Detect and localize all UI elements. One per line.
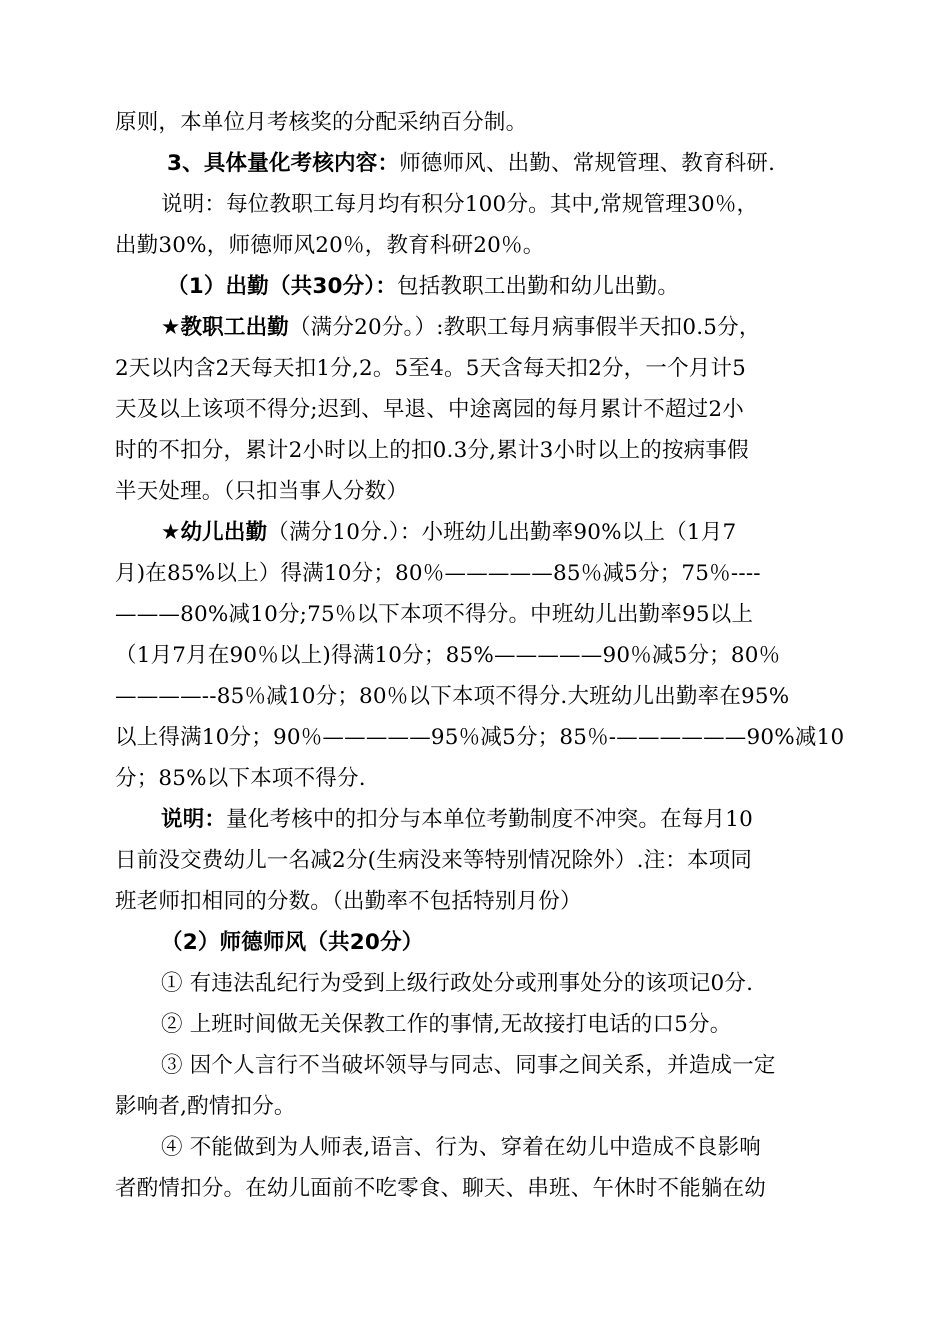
line-text: 班老师扣相同的分数。（出勤率不包括特别月份） — [115, 889, 582, 914]
line-text: 日前没交费幼儿一名减2分(生病没来等特别情况除外）.注：本项同 — [115, 848, 753, 873]
list-item — [115, 1004, 843, 1045]
text-line — [115, 1086, 843, 1127]
text-line — [115, 389, 843, 430]
item-heading: ★幼儿出勤 — [161, 520, 268, 545]
line-text: ————--85％减10分；80％以下本项不得分.大班幼儿出勤率在95% — [115, 684, 790, 709]
line-text: 天及以上该项不得分;迟到、早退、中途离园的每月累计不超过2小 — [115, 397, 744, 422]
document-page — [115, 102, 843, 1209]
heading-bold: （2）师德师风（共20分） — [161, 930, 424, 955]
text-line — [115, 840, 843, 881]
text-line — [115, 307, 843, 348]
line-text: 出勤30%，师德师风20％，教育科研20％。 — [115, 233, 545, 258]
text-line — [115, 348, 843, 389]
section-heading — [115, 143, 843, 184]
list-item — [115, 963, 843, 1004]
heading-bold: （1）出勤（共30分）： — [167, 274, 398, 299]
line-text: 时的不扣分，累计2小时以上的扣0.3分,累计3小时以上的按病事假 — [115, 438, 749, 463]
line-text: 量化考核中的扣分与本单位考勤制度不冲突。在每月10 — [226, 807, 753, 832]
line-text: 师德师风、出勤、常规管理、教育科研. — [399, 151, 776, 176]
line-text: ② 上班时间做无关保教工作的事情,无故接打电话的口5分。 — [161, 1012, 732, 1037]
line-text: 者酌情扣分。在幼儿面前不吃零食、聊天、串班、午休时不能躺在幼 — [115, 1176, 767, 1201]
line-text: （满分20分。）:教职工每月病事假半天扣0.5分， — [288, 315, 761, 340]
line-text: 原则，本单位月考核奖的分配采纳百分制。 — [115, 110, 528, 135]
heading-bold: 3、具体量化考核内容： — [167, 151, 400, 176]
text-line — [115, 635, 843, 676]
text-line — [115, 102, 843, 143]
item-heading: ★教职工出勤 — [161, 315, 289, 340]
text-line — [115, 758, 843, 799]
subsection-heading — [115, 922, 843, 963]
text-line — [115, 881, 843, 922]
line-text: 半天处理。（只扣当事人分数） — [115, 479, 409, 504]
line-text: ④ 不能做到为人师表,语言、行为、穿着在幼儿中造成不良影响 — [161, 1135, 761, 1160]
line-text: 说明：每位教职工每月均有积分100分。其中,常规管理30％， — [161, 192, 759, 217]
text-line — [115, 594, 843, 635]
line-text: ———80%减10分;75％以下本项不得分。中班幼儿出勤率95以上 — [115, 602, 754, 627]
line-text: （1月7月在90％以上)得满10分；85%—————90％减5分；80％ — [115, 643, 781, 668]
text-line — [115, 553, 843, 594]
text-line — [115, 225, 843, 266]
text-line — [115, 799, 843, 840]
list-item — [115, 1127, 843, 1168]
list-item — [115, 1045, 843, 1086]
line-text: 以上得满10分；90％—————95％减5分；85％-——————90%减10 — [115, 725, 845, 750]
line-text: 分；85%以下本项不得分. — [115, 766, 366, 791]
line-text: 包括教职工出勤和幼儿出勤。 — [397, 274, 680, 299]
text-line — [115, 430, 843, 471]
line-text: 2天以内含2天每天扣1分,2。5至4。5天含每天扣2分，一个月计5 — [115, 356, 747, 381]
line-text: 月)在85%以上）得满10分；80％—————85％减5分；75％---- — [115, 561, 761, 586]
line-text: ③ 因个人言行不当破坏领导与同志、同事之间关系，并造成一定 — [161, 1053, 776, 1078]
note-heading: 说明： — [161, 807, 227, 832]
text-line — [115, 1168, 843, 1209]
line-text: （满分10分.）：小班幼儿出勤率90%以上（1月7 — [267, 520, 737, 545]
subsection-heading — [115, 266, 843, 307]
text-line — [115, 471, 843, 512]
text-line — [115, 676, 843, 717]
line-text: ① 有违法乱纪行为受到上级行政处分或刑事处分的该项记0分. — [161, 971, 754, 996]
text-line — [115, 184, 843, 225]
line-text: 影响者,酌情扣分。 — [115, 1094, 296, 1119]
text-line — [115, 512, 843, 553]
text-line — [115, 717, 843, 758]
